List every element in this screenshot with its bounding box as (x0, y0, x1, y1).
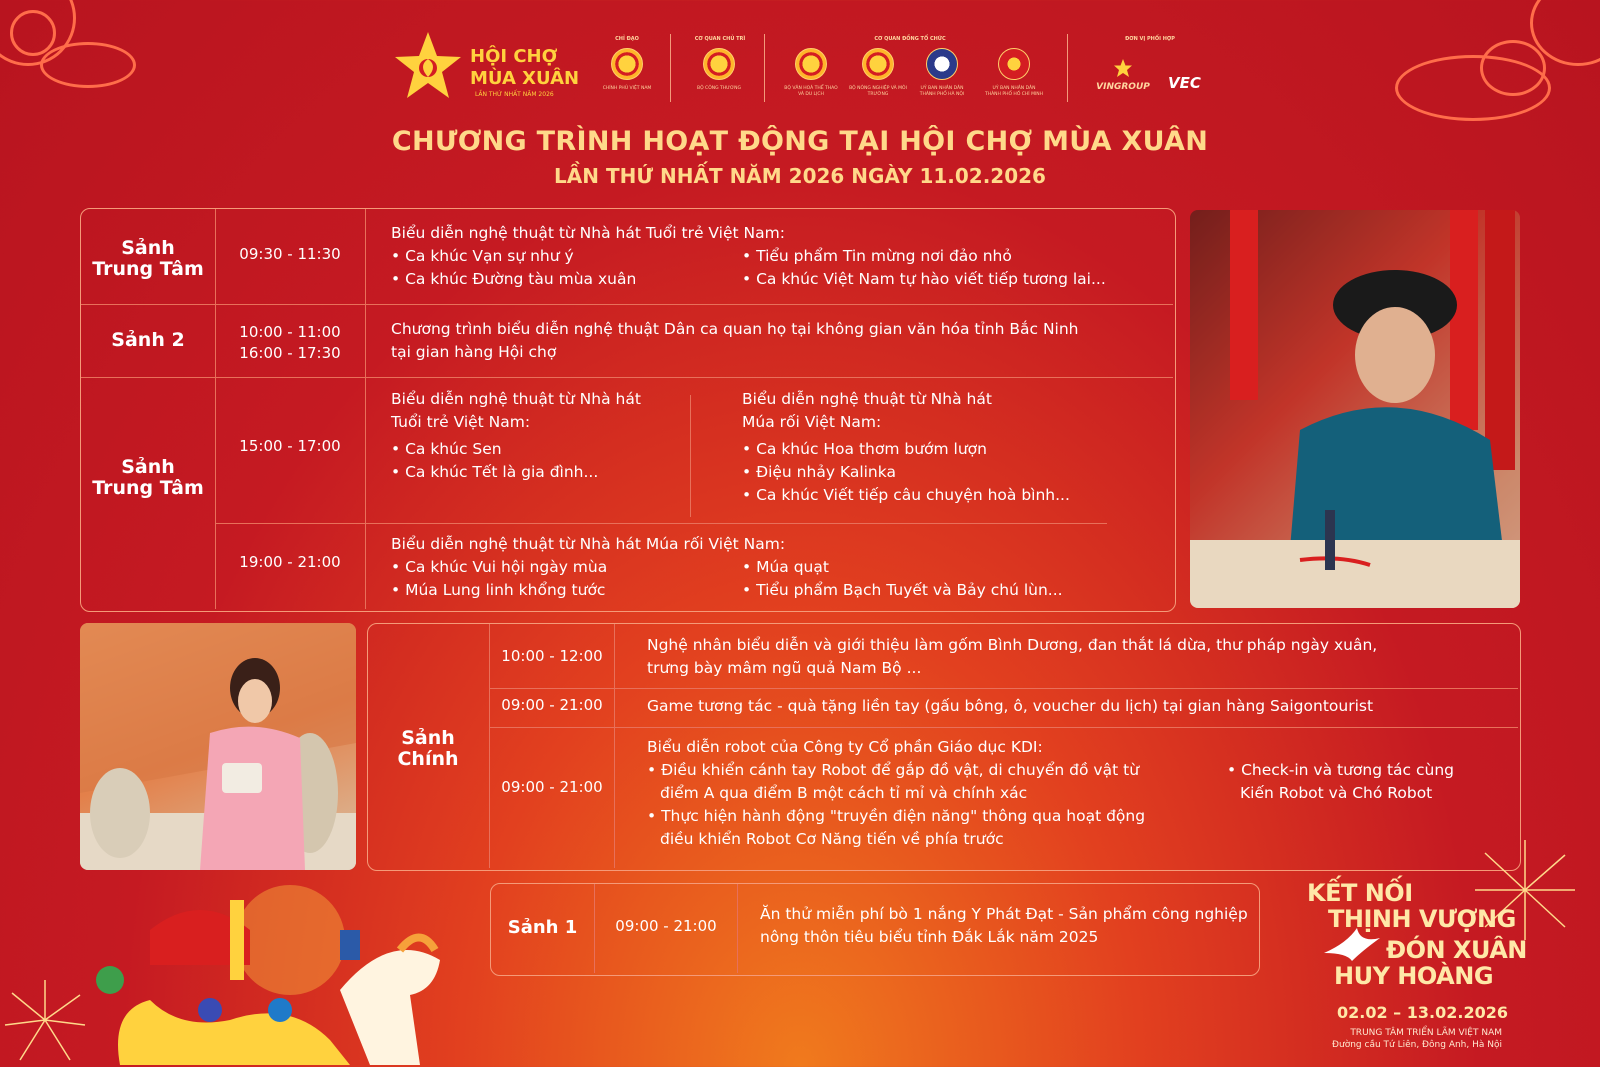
slogan-line1: KẾT NỐI (1307, 879, 1413, 907)
festival-logo-title (470, 46, 579, 90)
hall-name-line: Trung Tâm (92, 258, 204, 280)
group-label-host: CƠ QUAN CHỦ TRÌ (694, 36, 746, 42)
activity-hall1: Ăn thử miễn phí bò 1 nắng Y Phát Đạt - Sản phẩm công nghiệp nông thôn tiêu biểu tỉnh Đắk Lắk năm 2025 (760, 905, 1248, 946)
activity-heading: Biểu diễn robot của Công ty Cổ phần Giáo dục KDI: (647, 738, 1043, 756)
page-subtitle: LẦN THỨ NHẤT NĂM 2026 NGÀY 11.02.2026 (554, 164, 1046, 188)
activity-main-row2: Game tương tác - quà tặng liền tay (gấu bông, ô, voucher du lịch) tại gian hàng Saigontourist (647, 697, 1374, 715)
org-ministry-agriculture: BỘ NÔNG NGHIỆP VÀ MÔI TRƯỜNG (848, 48, 908, 98)
time-slot: 10:00 - 12:00 (501, 647, 603, 665)
hall-name-line: Sảnh (121, 237, 175, 259)
hall-2: Sảnh 2 (111, 329, 185, 351)
list-item: • Điều khiển cánh tay Robot để gắp đồ vật, di chuyển đồ vật từ (647, 761, 1140, 779)
calligrapher-photo (1190, 210, 1520, 608)
slogan-line2: THỊNH VƯỢNG (1328, 905, 1516, 933)
group-label-partners: ĐƠN VỊ PHỐI HỢP (1125, 36, 1175, 42)
logo-line1: HỘI CHỢ (470, 46, 558, 67)
festival-star-logo-icon (393, 30, 463, 102)
logo-subtitle: LẦN THỨ NHẤT NĂM 2026 (475, 91, 554, 98)
national-emblem-icon (703, 48, 735, 80)
org-ministry-industry: BỘ CÔNG THƯƠNG (689, 48, 749, 92)
time-slot: 10:00 - 11:00 16:00 - 17:30 (239, 323, 341, 362)
time-slot: 09:00 - 21:00 (615, 917, 717, 935)
activity-row3-left: Biểu diễn nghệ thuật từ Nhà hát Tuổi trẻ Việt Nam: • Ca khúc Sen • Ca khúc Tết là gia đình... (391, 388, 681, 484)
activity-main-row1: Nghệ nhân biểu diễn và giới thiệu làm gốm Bình Dương, đan thắt lá dừa, thư pháp ngày xuân, trưng bày mâm ngũ quả Nam Bộ ... (647, 636, 1378, 677)
org-ministry-culture: BỘ VĂN HOÁ THỂ THAO VÀ DU LỊCH (781, 48, 841, 98)
list-item: • Múa quạt (742, 556, 1063, 579)
time-slot: 09:00 - 21:00 (501, 696, 603, 714)
group-label-coorganizers: CƠ QUAN ĐỒNG TỔ CHỨC (874, 36, 946, 42)
calligrapher-illustration (1190, 210, 1520, 608)
hall-1: Sảnh 1 (507, 917, 578, 938)
activity-row2: Chương trình biểu diễn nghệ thuật Dân ca quan họ tại không gian văn hóa tỉnh Bắc Ninh tại gian hàng Hội chợ (391, 320, 1079, 361)
time-slot: 09:00 - 21:00 (501, 778, 603, 796)
hall-central-2 (82, 457, 214, 499)
table-divider (489, 688, 1518, 689)
list-item: • Điệu nhảy Kalinka (742, 461, 1162, 484)
national-emblem-icon (862, 48, 894, 80)
table-divider (365, 209, 366, 609)
list-item: • Tiểu phẩm Tin mừng nơi đảo nhỏ (742, 245, 1106, 268)
group-label-direction: CHỈ ĐẠO (615, 36, 639, 42)
list-item: • Tiểu phẩm Bạch Tuyết và Bảy chú lùn... (742, 579, 1063, 602)
event-venue: TRUNG TÂM TRIỂN LÃM VIỆT NAM Đường cầu Tứ Liên, Đông Anh, Hà Nội (1332, 1028, 1502, 1050)
festival-illustration (90, 870, 460, 1065)
activity-row3-right: Biểu diễn nghệ thuật từ Nhà hát Múa rối Việt Nam: • Ca khúc Hoa thơm bướm lượn • Điệu nhảy Kalinka • Ca khúc Viết tiếp câu chuyện hoà bình... (742, 388, 1162, 507)
hcmc-emblem-icon (998, 48, 1030, 80)
activity-list-left (391, 245, 742, 291)
hanoi-emblem-icon (926, 48, 958, 80)
hall-name-line: Trung Tâm (92, 477, 204, 499)
list-item: • Thực hiện hành động "truyền điện năng" thông qua hoạt động (647, 807, 1146, 825)
hall-central-1 (82, 238, 214, 280)
vingroup-star-icon (1113, 58, 1133, 78)
org-hcmc-committee: UỶ BAN NHÂN DÂN THÀNH PHỐ HỒ CHÍ MINH (984, 48, 1044, 98)
activity-heading: Biểu diễn nghệ thuật từ Nhà hát Tuổi trẻ Việt Nam: (391, 224, 785, 242)
list-item: • Múa Lung linh khổng tước (391, 579, 742, 602)
vingroup-logo: VINGROUP (1092, 58, 1154, 92)
national-emblem-icon (611, 48, 643, 80)
table-divider (215, 523, 1107, 524)
time-slot: 09:30 - 11:30 (239, 245, 341, 263)
vec-logo: VEC (1168, 74, 1201, 92)
activity-list-right (742, 245, 1106, 291)
time-slot: 15:00 - 17:00 (239, 437, 341, 455)
header-divider (764, 34, 765, 102)
time-slot: 19:00 - 21:00 (239, 553, 341, 571)
national-emblem-icon (795, 48, 827, 80)
list-item: • Ca khúc Việt Nam tự hào viết tiếp tương lai... (742, 268, 1106, 291)
table-divider (81, 377, 1173, 378)
table-divider (81, 304, 1173, 305)
logo-line2: MÙA XUÂN (470, 68, 580, 89)
org-hanoi-committee: UỶ BAN NHÂN DÂN THÀNH PHỐ HÀ NỘI (912, 48, 972, 98)
activity-main-row3: Biểu diễn robot của Công ty Cổ phần Giáo dục KDI: • Điều khiển cánh tay Robot để gắp đồ vật, di chuyển đồ vật từ điểm A qua điểm B một cách tỉ mỉ và chính xác • Thực hiện hành động "truyền điện năng" thông qua hoạt động điều khiển Robot Cơ Năng tiến về phía trước • Check-in và tương tác cùng Kiến Robot và Chó Robot (647, 736, 1507, 851)
hall-name-line: Sảnh (121, 456, 175, 478)
pottery-illustration (80, 623, 356, 870)
list-item: • Ca khúc Vui hội ngày mùa (391, 556, 742, 579)
list-item: • Ca khúc Hoa thơm bướm lượn (742, 438, 1162, 461)
page-title: CHƯƠNG TRÌNH HOẠT ĐỘNG TẠI HỘI CHỢ MÙA XUÂN (391, 126, 1209, 157)
list-item: • Check-in và tương tác cùng (1227, 761, 1455, 779)
table-divider (690, 395, 691, 517)
header-divider (670, 34, 671, 102)
header-divider (1067, 34, 1068, 102)
table-divider (489, 727, 1518, 728)
pottery-photo (80, 623, 356, 870)
list-item: • Ca khúc Tết là gia đình... (391, 461, 681, 484)
slogan-line4: HUY HOÀNG (1334, 962, 1494, 990)
hall-main: Sảnh Chính (397, 727, 459, 770)
list-item: • Ca khúc Viết tiếp câu chuyện hoà bình... (742, 484, 1162, 507)
table-divider (215, 209, 216, 609)
list-item: • Ca khúc Vạn sự như ý (391, 245, 742, 268)
table-divider (614, 624, 615, 868)
org-government: CHÍNH PHỦ VIỆT NAM (597, 48, 657, 92)
activity-row4: Biểu diễn nghệ thuật từ Nhà hát Múa rối Việt Nam: • Ca khúc Vui hội ngày mùa • Múa Lung linh khổng tước • Múa quạt • Tiểu phẩm Bạch Tuyết và Bảy chú lùn... (391, 533, 1161, 602)
activity-row1 (391, 222, 1151, 291)
event-dates: 02.02 – 13.02.2026 (1337, 1003, 1508, 1022)
firework-icon (0, 975, 90, 1065)
list-item: • Ca khúc Đường tàu mùa xuân (391, 268, 742, 291)
list-item: • Ca khúc Sen (391, 438, 681, 461)
table-divider (737, 884, 738, 973)
slogan-line3: ĐÓN XUÂN (1386, 936, 1527, 964)
